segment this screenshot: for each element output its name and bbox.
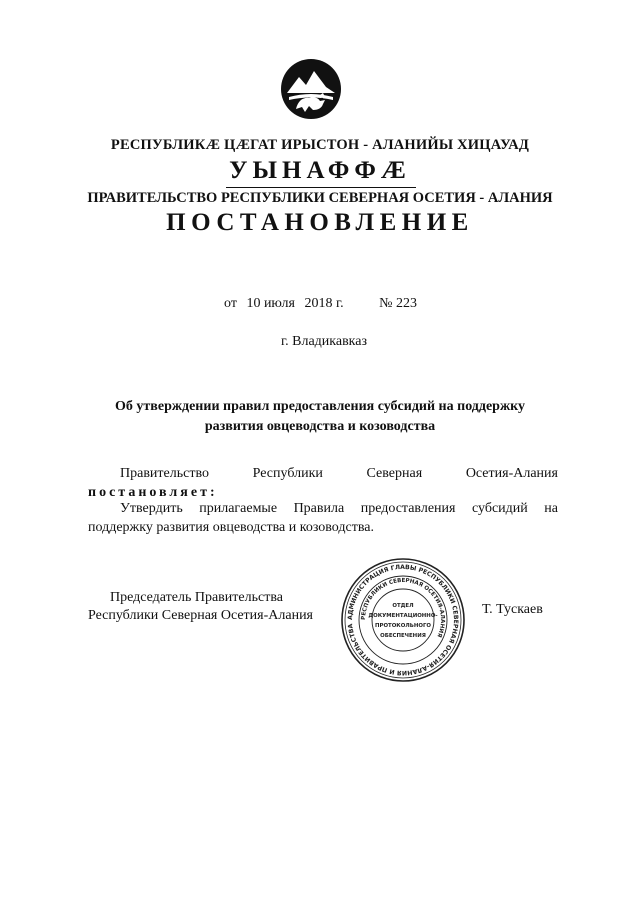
decree-word: постановляет: xyxy=(88,485,218,500)
signature-title-line2: Республики Северная Осетия-Алания xyxy=(88,608,313,623)
signer-name: Т. Тускаев xyxy=(482,602,543,617)
date-number-line xyxy=(224,296,423,312)
document-number: № 223 xyxy=(379,296,417,311)
coat-of-arms-icon xyxy=(279,57,343,121)
subject-line2: развития овцеводства и козоводства xyxy=(204,419,436,434)
intro-word: Осетия-Алания xyxy=(465,466,558,481)
signature-title xyxy=(88,589,313,625)
document-date: 10 июля xyxy=(246,296,295,311)
document-subject xyxy=(0,397,640,437)
seal-outer-text: АДМИНИСТРАЦИЯ ГЛАВЫ РЕСПУБЛИКИ СЕВЕРНАЯ ОСЕТИЯ-АЛАНИЯ И ПРАВИТЕЛЬСТВА xyxy=(346,563,460,677)
date-prefix: от xyxy=(224,296,237,311)
subject-line1: Об утверждении правил предоставления субсидий на поддержку xyxy=(115,399,525,414)
intro-line xyxy=(88,466,558,482)
header-ossetian-line1: РЕСПУБЛИКÆ ЦÆГАТ ИРЫСТОН - АЛАНИЙЫ ХИЦАУАД xyxy=(110,137,530,153)
seal-center-line2: ДОКУМЕНТАЦИОННО- xyxy=(368,613,438,619)
header-ossetian-line2: УЫНАФФÆ xyxy=(229,157,411,184)
intro-word: Северная xyxy=(366,466,423,481)
document-year: 2018 г. xyxy=(304,296,344,311)
official-seal-icon xyxy=(339,556,467,684)
paragraph-line2: поддержку развития овцеводства и козоводства. xyxy=(88,520,374,535)
seal-inner-text: РЕСПУБЛИКИ СЕВЕРНАЯ ОСЕТИЯ-АЛАНИЯ xyxy=(360,577,446,639)
intro-word: Правительство xyxy=(120,466,209,481)
header-russian-line1: ПРАВИТЕЛЬСТВО РЕСПУБЛИКИ СЕВЕРНАЯ ОСЕТИЯ - АЛАНИЯ xyxy=(87,190,553,206)
seal-center-line1: ОТДЕЛ xyxy=(392,603,414,609)
document-type-title: ПОСТАНОВЛЕНИЕ xyxy=(166,209,474,236)
header-divider xyxy=(226,187,416,188)
seal-center-line4: ОБЕСПЕЧЕНИЯ xyxy=(380,633,426,639)
document-city: г. Владикавказ xyxy=(280,334,368,349)
signature-title-line1: Председатель Правительства xyxy=(110,590,283,605)
seal-center-line3: ПРОТОКОЛЬНОГО xyxy=(375,623,431,629)
intro-word: Республики xyxy=(252,466,323,481)
paragraph-line1: Утвердить прилагаемые Правила предоставления субсидий на xyxy=(120,501,558,516)
